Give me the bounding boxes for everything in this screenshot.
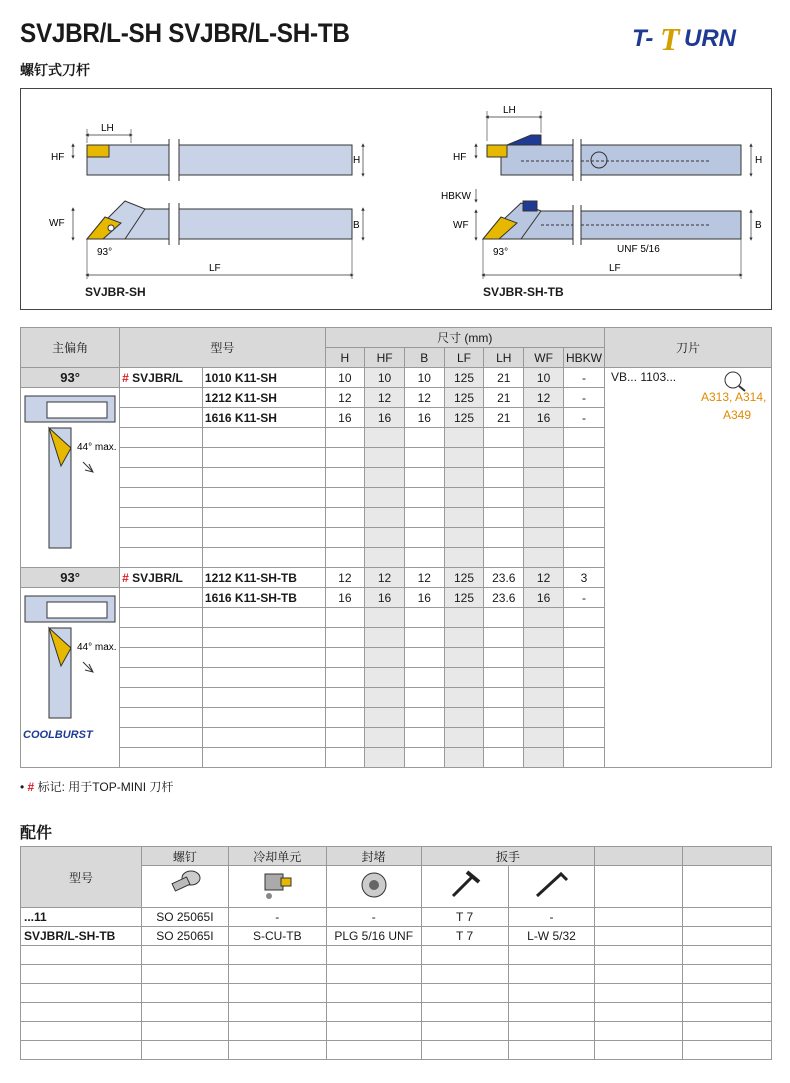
group1-angle: 93°: [21, 368, 120, 388]
svg-text:LF: LF: [609, 263, 621, 274]
svg-text:93°: 93°: [493, 247, 509, 258]
model-code: 1212 K11-SH-TB: [202, 568, 325, 588]
acc-col-plug: 封堵: [326, 847, 421, 866]
svg-text:T: T: [660, 21, 680, 54]
col-angle: 主偏角: [21, 328, 120, 368]
col-model: 型号: [120, 328, 325, 368]
dim-header: H: [325, 348, 365, 368]
table-row: # SVJBR/L: [120, 568, 203, 588]
svg-text:93°: 93°: [97, 247, 113, 258]
svg-text:B: B: [755, 220, 762, 231]
sh-tb-top-view: [441, 189, 762, 279]
svg-text:LF: LF: [209, 263, 221, 274]
sh-top-view: [49, 201, 363, 279]
table-row: # SVJBR/L: [120, 368, 203, 388]
dim-header: HF: [365, 348, 405, 368]
col-insert: 刀片: [604, 328, 771, 368]
holder-table: 主偏角 型号 尺寸 (mm) 刀片 H HF B LF LH WF HBKW 93° # SVJBR/L 1010 K11-SH 10 10 10 125 21 10 - VB... 1103... A313, A314, A349 44° max. 1212 K11-SH 12 12 12 125 21 12 - 1616 K11-SH 16 16 16 125 21 16 - 93° # SVJBR/L 1212 K11-SH-TB 12 12 12 125 23.6 12 3 44° max. COOLBURST 1616 K11-SH-TB 16 16 16 125 23.6 16 -: [20, 327, 772, 768]
group2-angle: 93°: [21, 568, 120, 588]
svg-text:URN: URN: [684, 25, 736, 52]
col-dims: 尺寸 (mm): [325, 328, 604, 348]
insert-icon: [723, 370, 747, 392]
acc-col-cooling: 冷却单元: [228, 847, 326, 866]
svg-text:44° max.: 44° max.: [77, 442, 117, 453]
page-subtitle: 螺钉式刀杆: [20, 62, 90, 78]
model-code: 1010 K11-SH: [202, 368, 325, 388]
sh-label: SVJBR-SH: [85, 285, 146, 299]
acc-col-screw: 螺钉: [141, 847, 228, 866]
svg-text:T-: T-: [632, 25, 654, 52]
insert-ref: A313, A314,: [700, 390, 767, 404]
footnote: • # 标记: 用于TOP-MINI 刀杆: [20, 780, 174, 794]
insert-cell: VB... 1103... A313, A314, A349: [604, 368, 771, 768]
svg-text:B: B: [353, 220, 360, 231]
sh-side-view: [51, 123, 363, 181]
dim-header: LH: [484, 348, 524, 368]
drawing-panel: [20, 88, 772, 310]
page-title: SVJBR/L-SH SVJBR/L-SH-TB: [20, 18, 350, 48]
svg-text:HF: HF: [453, 152, 467, 163]
svg-text:HF: HF: [51, 152, 65, 163]
insert-ref: A349: [722, 408, 751, 422]
svg-text:H: H: [755, 155, 763, 166]
dim-header: B: [404, 348, 444, 368]
t-wrench-icon: [421, 866, 508, 908]
acc-col-model: 型号: [21, 847, 142, 908]
svg-text:WF: WF: [49, 218, 65, 229]
acc-col-wrench: 扳手: [421, 847, 595, 866]
svg-text:UNF 5/16: UNF 5/16: [617, 244, 660, 255]
acc-row-model: SVJBR/L-SH-TB: [21, 927, 142, 946]
acc-row-model: ...11: [21, 908, 142, 927]
cooling-unit-icon: [228, 866, 326, 908]
accessories-table: 型号 螺钉 冷却单元 封堵 扳手 ...11 SO 25065I - - T 7 - SVJBR/L-SH-TB SO 25065I S-CU-TB PLG 5/16 UNF T 7 L-W 5/32: [20, 846, 772, 1060]
plug-icon: [326, 866, 421, 908]
l-wrench-icon: [508, 866, 595, 908]
svg-text:HBKW: HBKW: [441, 191, 471, 202]
dim-header: LF: [444, 348, 484, 368]
accessories-title: 配件: [20, 825, 53, 842]
svg-text:H: H: [353, 155, 361, 166]
screw-icon: [141, 866, 228, 908]
svg-text:WF: WF: [453, 220, 469, 231]
sh-tb-label: SVJBR-SH-TB: [483, 285, 564, 299]
sh-tb-side-view: [453, 105, 762, 181]
svg-text:LH: LH: [503, 105, 516, 116]
group2-diagram: [21, 588, 120, 768]
t-turn-logo: [632, 20, 772, 54]
group1-diagram: [21, 388, 120, 568]
svg-text:44° max.: 44° max.: [77, 642, 117, 653]
svg-text:LH: LH: [101, 123, 114, 134]
dim-header: HBKW: [563, 348, 604, 368]
coolburst-logo: COOLBURST: [23, 729, 93, 741]
dim-header: WF: [524, 348, 564, 368]
holder-drawings: [21, 89, 771, 309]
